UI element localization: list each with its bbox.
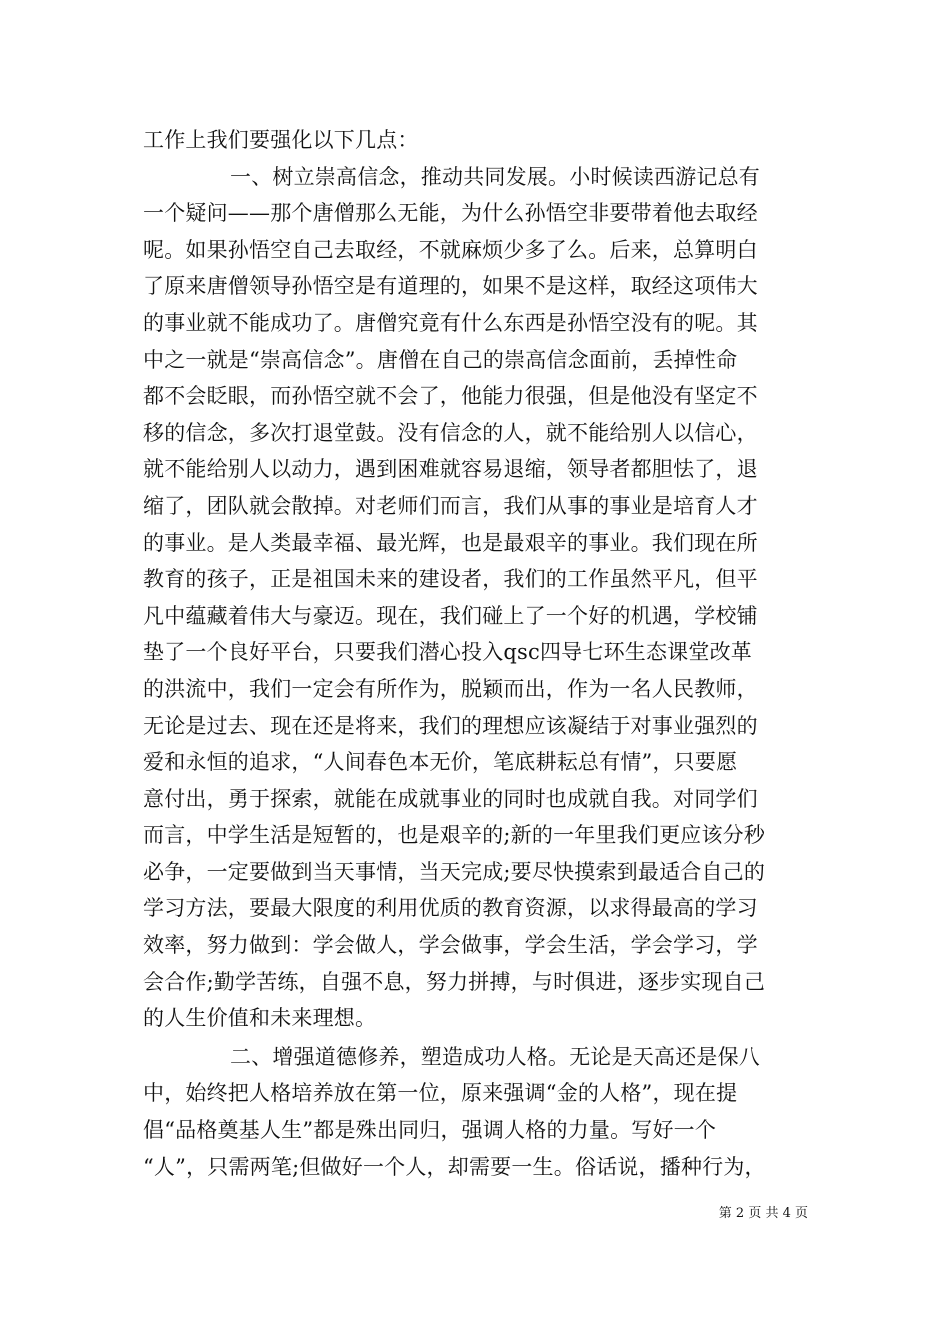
text-line: 就不能给别人以动力，遇到困难就容易退缩，领导者都胆怯了，退 [143,457,758,482]
text-line: 效率，努力做到：学会做人，学会做事，学会生活，学会学习，学 [143,933,758,958]
text-line: 中，始终把人格培养放在第一位，原来强调“金的人格”，现在提 [143,1081,738,1106]
text-line: 教育的孩子，正是祖国未来的建设者，我们的工作虽然平凡，但平 [143,567,758,592]
page-number-footer: 第 2 页 共 4 页 [718,1206,808,1221]
text-line: 意付出，勇于探索，就能在成就事业的同时也成就自我。对同学们 [143,786,758,811]
paragraph-1-first-line: 一、树立崇高信念，推动共同发展。小时候读西游记总有 [230,164,760,189]
body-text [143,122,823,1185]
text-line: 呢。如果孙悟空自己去取经，不就麻烦少多了么。后来，总算明白 [143,237,758,262]
text-line: 的洪流中，我们一定会有所作为，脱颖而出，作为一名人民教师， [143,676,758,701]
text-line: 垫了一个良好平台，只要我们潜心投入qsc四导七环生态课堂改革 [143,640,752,665]
text-line: 的事业就不能成功了。唐僧究竟有什么东西是孙悟空没有的呢。其 [143,310,758,335]
text-line: 而言，中学生活是短暂的，也是艰辛的;新的一年里我们更应该分秒 [143,823,766,848]
text-line: 的事业。是人类最幸福、最光辉，也是最艰辛的事业。我们现在所 [143,530,758,555]
text-line: 学习方法，要最大限度的利用优质的教育资源，以求得最高的学习 [143,896,758,921]
text-line: 中之一就是“崇高信念”。唐僧在自己的崇高信念面前，丢掉性命 [143,347,738,372]
text-line: 移的信念，多次打退堂鼓。没有信念的人，就不能给别人以信心， [143,420,758,445]
text-line: 必争，一定要做到当天事情，当天完成;要尽快摸索到最适合自己的 [143,859,766,884]
text-line: 缩了，团队就会散掉。对老师们而言，我们从事的事业是培育人才 [143,493,758,518]
text-line: 了原来唐僧领导孙悟空是有道理的，如果不是这样，取经这项伟大 [143,274,758,299]
text-line: 倡“品格奠基人生”都是殊出同归，强调人格的力量。写好一个 [143,1118,717,1143]
text-line: 爱和永恒的追求，“人间春色本无价，笔底耕耘总有情”，只要愿 [143,750,738,775]
text-line: “人”，只需两笔;但做好一个人，却需要一生。俗话说，播种行为， [143,1154,766,1179]
text-line: 的人生价值和未来理想。 [143,1006,377,1031]
text-line: 工作上我们要强化以下几点： [143,128,419,152]
text-line: 凡中蕴藏着伟大与豪迈。现在，我们碰上了一个好的机遇，学校铺 [143,603,758,628]
text-line: 会合作;勤学苦练，自强不息，努力拼搏，与时俱进，逐步实现自己 [143,969,766,994]
text-line: 无论是过去、现在还是将来，我们的理想应该凝结于对事业强烈的 [143,713,758,738]
paragraph-2-first-line: 二、增强道德修养，塑造成功人格。无论是天高还是保八 [230,1044,760,1069]
text-line: 都不会眨眼，而孙悟空就不会了，他能力很强，但是他没有坚定不 [143,384,758,409]
text-line: 一个疑问——那个唐僧那么无能，为什么孙悟空非要带着他去取经 [143,201,758,226]
